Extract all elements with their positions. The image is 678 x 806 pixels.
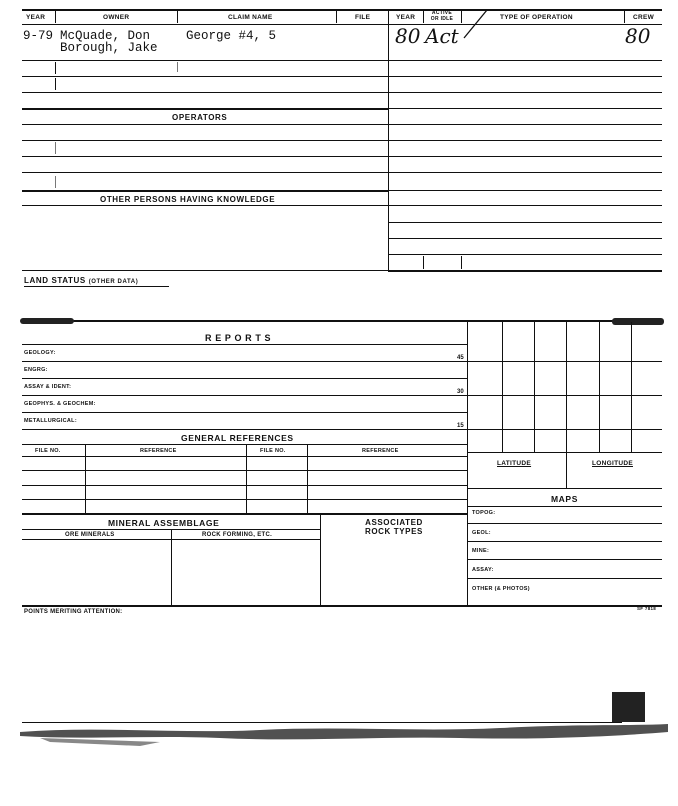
report-num-30: 30: [457, 389, 464, 395]
header-year: YEAR: [26, 14, 46, 21]
ref-file-no-2: FILE NO.: [260, 448, 286, 454]
header-crew: CREW: [633, 14, 655, 21]
reports-bottom-line: [22, 605, 662, 607]
grid-row-1: [467, 361, 662, 362]
report-geophys: GEOPHYS. & GEOCHEM:: [24, 401, 96, 407]
ore-minerals: ORE MINERALS: [65, 532, 115, 538]
header-slash: [460, 8, 490, 40]
rock-forming: ROCK FORMING, ETC.: [202, 532, 273, 538]
owner-row-line-2: [22, 76, 388, 77]
right-row-7: [388, 156, 662, 157]
header-year-2: YEAR: [396, 14, 416, 21]
grid-col-3: [566, 322, 567, 452]
maps-heading: MAPS: [551, 494, 578, 504]
genref-header-line: [22, 444, 468, 445]
header-claim-name: CLAIM NAME: [228, 14, 273, 21]
ref-line-1: [22, 456, 468, 457]
operators-line-1: [22, 140, 388, 141]
other-persons-line: [22, 205, 388, 206]
left-bottom-line: [22, 270, 388, 271]
form-number: SF 7818: [637, 606, 657, 611]
land-status-label: LAND STATUS: [24, 276, 86, 285]
right-row-4: [388, 108, 662, 109]
general-references-heading: GENERAL REFERENCES: [181, 433, 294, 443]
ref-line-5: [22, 513, 468, 515]
associated-line2: ROCK TYPES: [364, 527, 423, 536]
right-row-6: [388, 140, 662, 141]
header-active: [424, 10, 460, 22]
other-persons-heading: OTHER PERSONS HAVING KNOWLEDGE: [100, 195, 276, 204]
assoc-col-sep: [320, 514, 321, 605]
ref-col-2: [246, 444, 247, 514]
reports-right-border: [467, 322, 468, 605]
land-status-underline: [24, 286, 169, 287]
grid-col-5: [631, 322, 632, 452]
right-row-13: [388, 254, 662, 255]
maps-line-4: [467, 578, 662, 579]
latlong-bottom: [467, 488, 662, 489]
right-row-5: [388, 124, 662, 125]
right-row-8: [388, 172, 662, 173]
associated-line1: ASSOCIATED: [365, 518, 423, 527]
right-row-1: [388, 60, 662, 61]
op-tick-1: [55, 142, 56, 154]
grid-row-3: [467, 429, 662, 430]
points-meriting-attention: POINTS MERITING ATTENTION:: [24, 609, 123, 615]
top-border: [22, 9, 662, 11]
ref-line-4: [22, 499, 468, 500]
row-tick-3: [177, 62, 178, 72]
header-sep-2: [177, 9, 178, 23]
maps-mine: MINE:: [472, 548, 490, 554]
grid-row-2: [467, 395, 662, 396]
report-metallurgical: METALLURGICAL:: [24, 418, 77, 424]
scan-blot-square: [612, 692, 645, 722]
latlong-sep: [566, 452, 567, 488]
ref-col-3: [307, 444, 308, 514]
reports-header-line: [22, 344, 468, 345]
operators-line-2: [22, 156, 388, 157]
report-engrg: ENGRG:: [24, 367, 48, 373]
header-sep-4: [423, 9, 424, 23]
band-blot-left: [20, 318, 74, 324]
operators-heading: OPERATORS: [172, 113, 228, 122]
right-row-3: [388, 92, 662, 93]
header-sep-3: [336, 9, 337, 23]
maps-other: OTHER (& PHOTOS): [472, 586, 530, 592]
latitude-label: LATITUDE: [497, 460, 532, 467]
mineral-assemblage-heading: MINERAL ASSEMBLAGE: [108, 518, 220, 528]
header-underline: [22, 24, 662, 25]
right-row-2: [388, 76, 662, 77]
band-blot-right: [612, 318, 664, 325]
grid-col-1: [502, 322, 503, 452]
report-line-2: [22, 378, 468, 379]
report-assay: ASSAY & IDENT:: [24, 384, 72, 390]
right-row-14: [388, 270, 662, 272]
row-tick-1: [55, 62, 56, 74]
report-line-1: [22, 361, 468, 362]
grid-row-4: [467, 452, 662, 453]
entry-crew: 80: [625, 24, 651, 48]
report-line-4: [22, 412, 468, 413]
op-tick-2: [55, 176, 56, 188]
operators-line-4: [22, 190, 388, 192]
ref-file-no-1: FILE NO.: [35, 448, 61, 454]
ref-reference-2: REFERENCE: [362, 448, 399, 454]
maps-topog: TOPOG:: [472, 510, 496, 516]
grid-col-2: [534, 322, 535, 452]
right-tick-2: [461, 256, 462, 269]
reports-heading: R E P O R T S: [205, 333, 272, 343]
right-row-12: [388, 238, 662, 239]
report-num-45: 45: [457, 355, 464, 361]
header-sep-1: [55, 9, 56, 23]
entry-owner-1: McQuade, Don: [60, 29, 151, 43]
scan-noise-band: [20, 718, 668, 758]
entry-claim: George #4, 5: [186, 29, 277, 43]
row-tick-2: [55, 78, 56, 90]
header-sep-6: [624, 9, 625, 23]
maps-header-line: [467, 506, 662, 507]
report-line-3: [22, 395, 468, 396]
land-status-sub: (OTHER DATA): [88, 279, 139, 285]
right-row-10: [388, 205, 662, 206]
header-type-of-operation: TYPE OF OPERATION: [500, 14, 573, 21]
header-active-line1: ACTIVE: [431, 10, 453, 16]
header-owner: OWNER: [103, 14, 130, 21]
operators-line-0: [22, 124, 388, 125]
entry-active: Act: [425, 24, 459, 48]
land-status-heading: [24, 276, 138, 285]
longitude-label: LONGITUDE: [592, 460, 633, 467]
ref-reference-1: REFERENCE: [140, 448, 177, 454]
maps-assay: ASSAY:: [472, 567, 494, 573]
ref-line-3: [22, 485, 468, 486]
associated-rock-types: [330, 518, 458, 536]
maps-line-2: [467, 541, 662, 542]
maps-line-1: [467, 523, 662, 524]
owner-row-line-3: [22, 92, 388, 93]
operators-line-3: [22, 172, 388, 173]
right-row-11: [388, 222, 662, 223]
maps-geol: GEOL:: [472, 530, 491, 536]
right-tick-1: [423, 256, 424, 269]
mineral-col-sep: [171, 529, 172, 605]
grid-col-4: [599, 322, 600, 452]
maps-line-3: [467, 559, 662, 560]
report-geology: GEOLOGY:: [24, 350, 56, 356]
entry-owner-2: Borough, Jake: [60, 41, 158, 55]
owner-row-line-4: [22, 108, 388, 110]
right-row-9: [388, 190, 662, 191]
header-file: FILE: [355, 14, 371, 21]
header-active-line2: OR IDLE: [430, 16, 454, 22]
ref-line-2: [22, 470, 468, 471]
entry-year: 9-79: [23, 29, 54, 43]
entry-year-2: 80: [395, 24, 421, 48]
owner-row-line-1: [22, 60, 388, 61]
ref-col-1: [85, 444, 86, 514]
report-num-15: 15: [457, 423, 464, 429]
report-line-5: [22, 429, 468, 430]
